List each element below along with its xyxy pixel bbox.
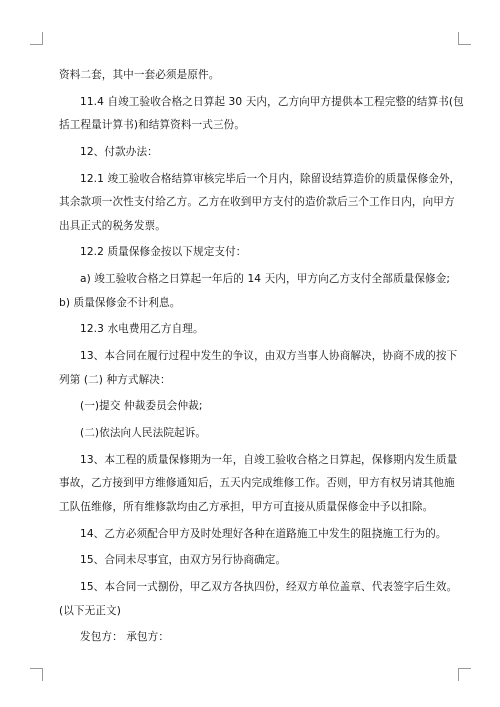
text-line: a) 竣工验收合格之日算起一年后的 14 天内，甲方向乙方支付全部质量保修金; xyxy=(80,273,451,286)
text-line: b) 质量保修金不计利息。 xyxy=(59,296,181,309)
text-line: 12、付款办法： xyxy=(80,146,158,158)
text-line: 资料二套，其中一套必须是原件。 xyxy=(59,69,220,81)
paragraph xyxy=(59,318,440,341)
crop-mark-bottom-right xyxy=(458,668,471,681)
text-line: (一)提交 仲裁委员会仲裁; xyxy=(80,400,203,413)
text-line: 15、合同未尽事宜，由双方另行协商确定。 xyxy=(80,554,287,567)
text-line: 工队伍维修，所有维修款均由乙方承担，甲方可直接从质量保修金中予以扣除。 xyxy=(59,500,434,513)
crop-mark-top-left xyxy=(30,32,43,45)
text-line: 13、本合同在履行过程中发生的争议，由双方当事人协商解决，协商不成的按下 xyxy=(80,350,458,363)
paragraph xyxy=(59,64,440,87)
paragraph xyxy=(59,345,458,392)
text-line: 列第 (二) 种方式解决： xyxy=(59,373,171,386)
paragraph xyxy=(59,626,440,649)
text-line: (以下无正文) xyxy=(59,604,121,617)
text-line: 出具正式的税务发票。 xyxy=(59,219,166,232)
paragraph xyxy=(59,523,447,546)
text-line: (二)依法向人民法院起诉。 xyxy=(80,427,207,440)
document-body xyxy=(59,64,464,650)
paragraph xyxy=(59,268,451,315)
paragraph xyxy=(59,141,440,164)
paragraph xyxy=(59,91,464,138)
text-line: 发包方： 承包方： xyxy=(80,631,170,644)
paragraph xyxy=(59,549,440,572)
paragraph xyxy=(59,241,440,264)
text-line: 15、本合同一式捌份，甲乙双方各执四份，经双方单位盖章、代表签字后生效。 xyxy=(80,581,458,594)
text-line: 13、本工程的质量保修期为一年，自竣工验收合格之日算起，保修期内发生质量 xyxy=(80,454,458,466)
paragraph xyxy=(59,395,440,418)
crop-mark-top-right xyxy=(458,32,471,45)
text-line: 事故，乙方接到甲方维修通知后，五天内完成维修工作。否则，甲方有权另请其他施 xyxy=(59,477,455,490)
text-line: 括工程量计算书)和结算资料一式三份。 xyxy=(59,119,246,132)
paragraph xyxy=(59,449,458,519)
crop-mark-bottom-left xyxy=(30,668,43,681)
text-line: 12.2 质量保修金按以下规定支付： xyxy=(80,246,247,259)
paragraph xyxy=(59,168,461,238)
text-line: 14、乙方必须配合甲方及时处理好各种在道路施工中发生的阻挠施工行为的。 xyxy=(80,527,447,540)
paragraph xyxy=(59,422,440,445)
text-line: 其余款项一次性支付给乙方。乙方在收到甲方支付的造价款后三个工作日内，向甲方 xyxy=(59,196,455,209)
text-line: 12.1 竣工验收合格结算审核完毕后一个月内，除留设结算造价的质量保修金外， xyxy=(80,172,461,185)
text-line: 12.3 水电费用乙方自理。 xyxy=(80,323,204,336)
text-line: 11.4 自竣工验收合格之日算起 30 天内，乙方向甲方提供本工程完整的结算书(包 xyxy=(80,95,464,108)
paragraph xyxy=(59,576,458,623)
